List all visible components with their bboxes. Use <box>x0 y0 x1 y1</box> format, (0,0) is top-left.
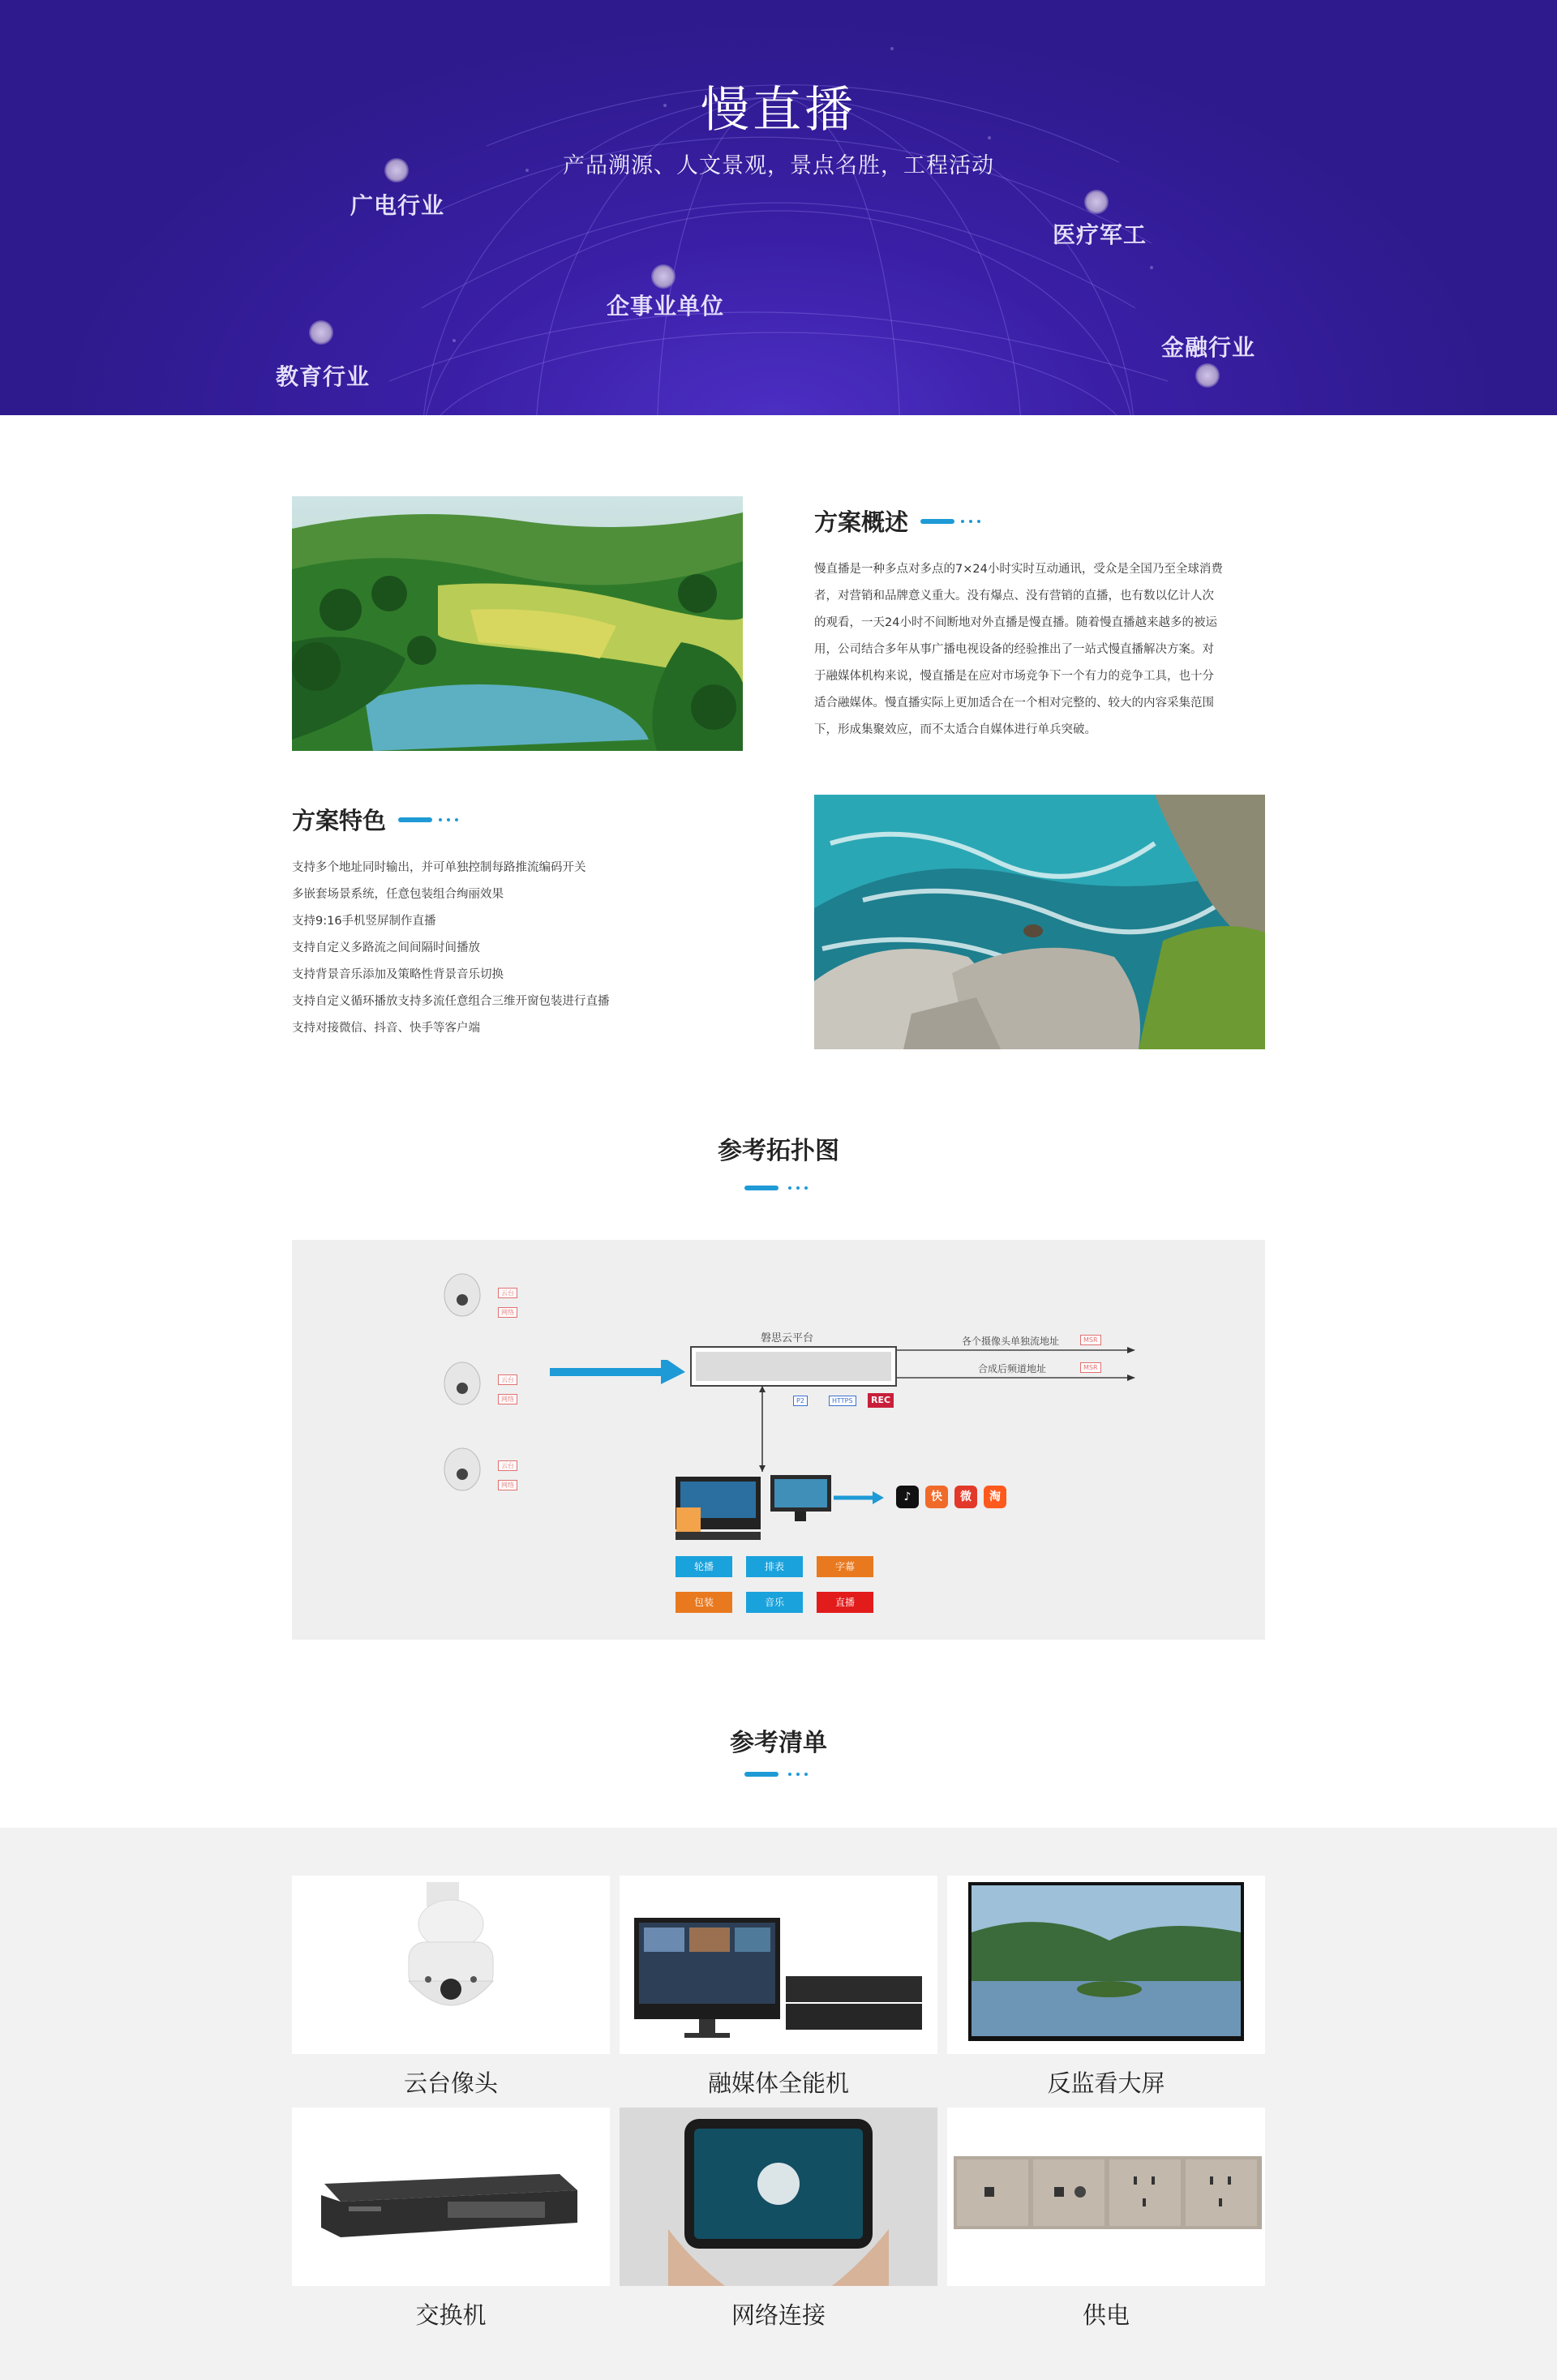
product-card-camera[interactable] <box>292 1876 610 2054</box>
protocol-tag: HTTPS <box>829 1396 856 1406</box>
taobao-icon: 淘 <box>984 1486 1006 1508</box>
industry-label-broadcast: 广电行业 <box>350 192 445 219</box>
product-label: 云台像头 <box>403 2069 498 2097</box>
product-label: 网络连接 <box>731 2301 826 2329</box>
product-card-network[interactable] <box>620 2108 937 2286</box>
feature-item: 支持自定义多路流之间间隔时间播放 <box>292 941 480 954</box>
product-label: 融媒体全能机 <box>707 2069 849 2097</box>
socket-illustration <box>947 2108 1265 2286</box>
list-title: 参考清单 <box>730 1729 827 1757</box>
camera-tag: 云台 <box>498 1460 517 1471</box>
industry-marker <box>1195 363 1220 388</box>
hero-subtitle: 产品溯源、人文景观，景点名胜，工程活动 <box>563 153 994 178</box>
globe-network-graphic <box>0 0 1557 415</box>
industry-label-finance: 金融行业 <box>1161 334 1256 361</box>
platform-label: 磐思云平台 <box>761 1332 814 1344</box>
industry-label-education: 教育行业 <box>276 363 371 390</box>
function-chip: 轮播 <box>676 1556 732 1577</box>
title-decoration <box>744 1186 817 1190</box>
landscape-photo <box>292 496 743 751</box>
output-label-merged: 合成后频道地址 <box>978 1363 1047 1374</box>
industry-marker <box>651 264 676 289</box>
switch-illustration <box>292 2108 610 2286</box>
title-decoration <box>398 817 463 822</box>
function-chip: 包装 <box>676 1592 732 1613</box>
overview-line: 适合融媒体。慢直播实际上更加适合在一个相对完整的、较大的内容采集范围 <box>814 697 1214 710</box>
feature-item: 支持9:16手机竖屏制作直播 <box>292 915 436 928</box>
product-label: 交换机 <box>415 2301 487 2329</box>
coast-photo <box>814 795 1265 1049</box>
feature-item: 多嵌套场景系统，任意包装组合绚丽效果 <box>292 888 504 901</box>
function-chip: 音乐 <box>746 1592 803 1613</box>
function-chip: 排表 <box>746 1556 803 1577</box>
function-chip: 直播 <box>817 1592 873 1613</box>
camera-tag: 云台 <box>498 1288 517 1298</box>
overview-line: 慢直播是一种多点对多点的7×24小时实时互动通讯，受众是全国乃至全球消费 <box>814 563 1223 576</box>
product-label: 反监看大屏 <box>1047 2069 1165 2097</box>
feature-item: 支持自定义循环播放支持多流任意组合三维开窗包装进行直播 <box>292 995 610 1008</box>
camera-tag: 云台 <box>498 1374 517 1385</box>
tablet-illustration <box>620 2108 937 2286</box>
overview-paragraph <box>814 556 1265 744</box>
output-label-single: 各个摄像头单独流地址 <box>962 1336 1060 1347</box>
monitor-illustration <box>947 1876 1265 2054</box>
industry-label-enterprise: 企事业单位 <box>607 293 725 319</box>
output-tag: MSR <box>1080 1335 1101 1345</box>
overview-line: 的观看，一天24小时不间断地对外直播是慢直播。随着慢直播越来越多的被运 <box>814 616 1217 629</box>
title-decoration <box>920 519 985 524</box>
feature-item: 支持多个地址同时输出，并可单独控制每路推流编码开关 <box>292 861 586 874</box>
product-label: 供电 <box>1082 2301 1130 2329</box>
features-title: 方案特色 <box>292 807 387 834</box>
overview-line: 用，公司结合多年从事广播电视设备的经验推出了一站式慢直播解决方案。对 <box>814 643 1214 656</box>
features-list <box>292 855 746 1042</box>
rec-badge: REC <box>868 1393 894 1408</box>
camera-tag: 网络 <box>498 1307 517 1318</box>
kuaishou-icon: 快 <box>925 1486 948 1508</box>
overview-line: 于融媒体机构来说，慢直播是在应对市场竞争下一个有力的竞争工具，也十分 <box>814 670 1214 683</box>
media-machine-illustration <box>620 1876 937 2054</box>
industry-marker <box>1084 190 1109 214</box>
industry-marker <box>309 320 333 345</box>
camera-tag: 网络 <box>498 1394 517 1404</box>
protocol-tag: P2 <box>793 1396 808 1406</box>
weibo-icon: 微 <box>954 1486 977 1508</box>
function-chip: 字幕 <box>817 1556 873 1577</box>
topology-lines <box>292 1240 1265 1640</box>
industry-label-medical: 医疗军工 <box>1053 221 1147 248</box>
product-card-media-machine[interactable] <box>620 1876 937 2054</box>
overview-line: 下，形成集聚效应，而不太适合自媒体进行单兵突破。 <box>814 723 1096 736</box>
camera-illustration <box>292 1876 610 2054</box>
hero-banner <box>0 0 1557 415</box>
industry-marker <box>384 158 409 182</box>
product-card-power[interactable] <box>947 2108 1265 2286</box>
product-card-monitor[interactable] <box>947 1876 1265 2054</box>
feature-item: 支持背景音乐添加及策略性背景音乐切换 <box>292 968 504 981</box>
product-card-switch[interactable] <box>292 2108 610 2286</box>
hero-title: 慢直播 <box>701 82 856 139</box>
overview-title: 方案概述 <box>814 508 909 536</box>
feature-item: 支持对接微信、抖音、快手等客户端 <box>292 1022 480 1035</box>
title-decoration <box>744 1772 817 1777</box>
douyin-icon: ♪ <box>896 1486 919 1508</box>
topology-diagram <box>292 1240 1265 1640</box>
output-tag: MSR <box>1080 1362 1101 1373</box>
topology-title: 参考拓扑图 <box>718 1137 839 1165</box>
camera-tag: 网络 <box>498 1480 517 1490</box>
overview-line: 者，对营销和品牌意义重大。没有爆点、没有营销的直播，也有数以亿计人次 <box>814 590 1214 603</box>
